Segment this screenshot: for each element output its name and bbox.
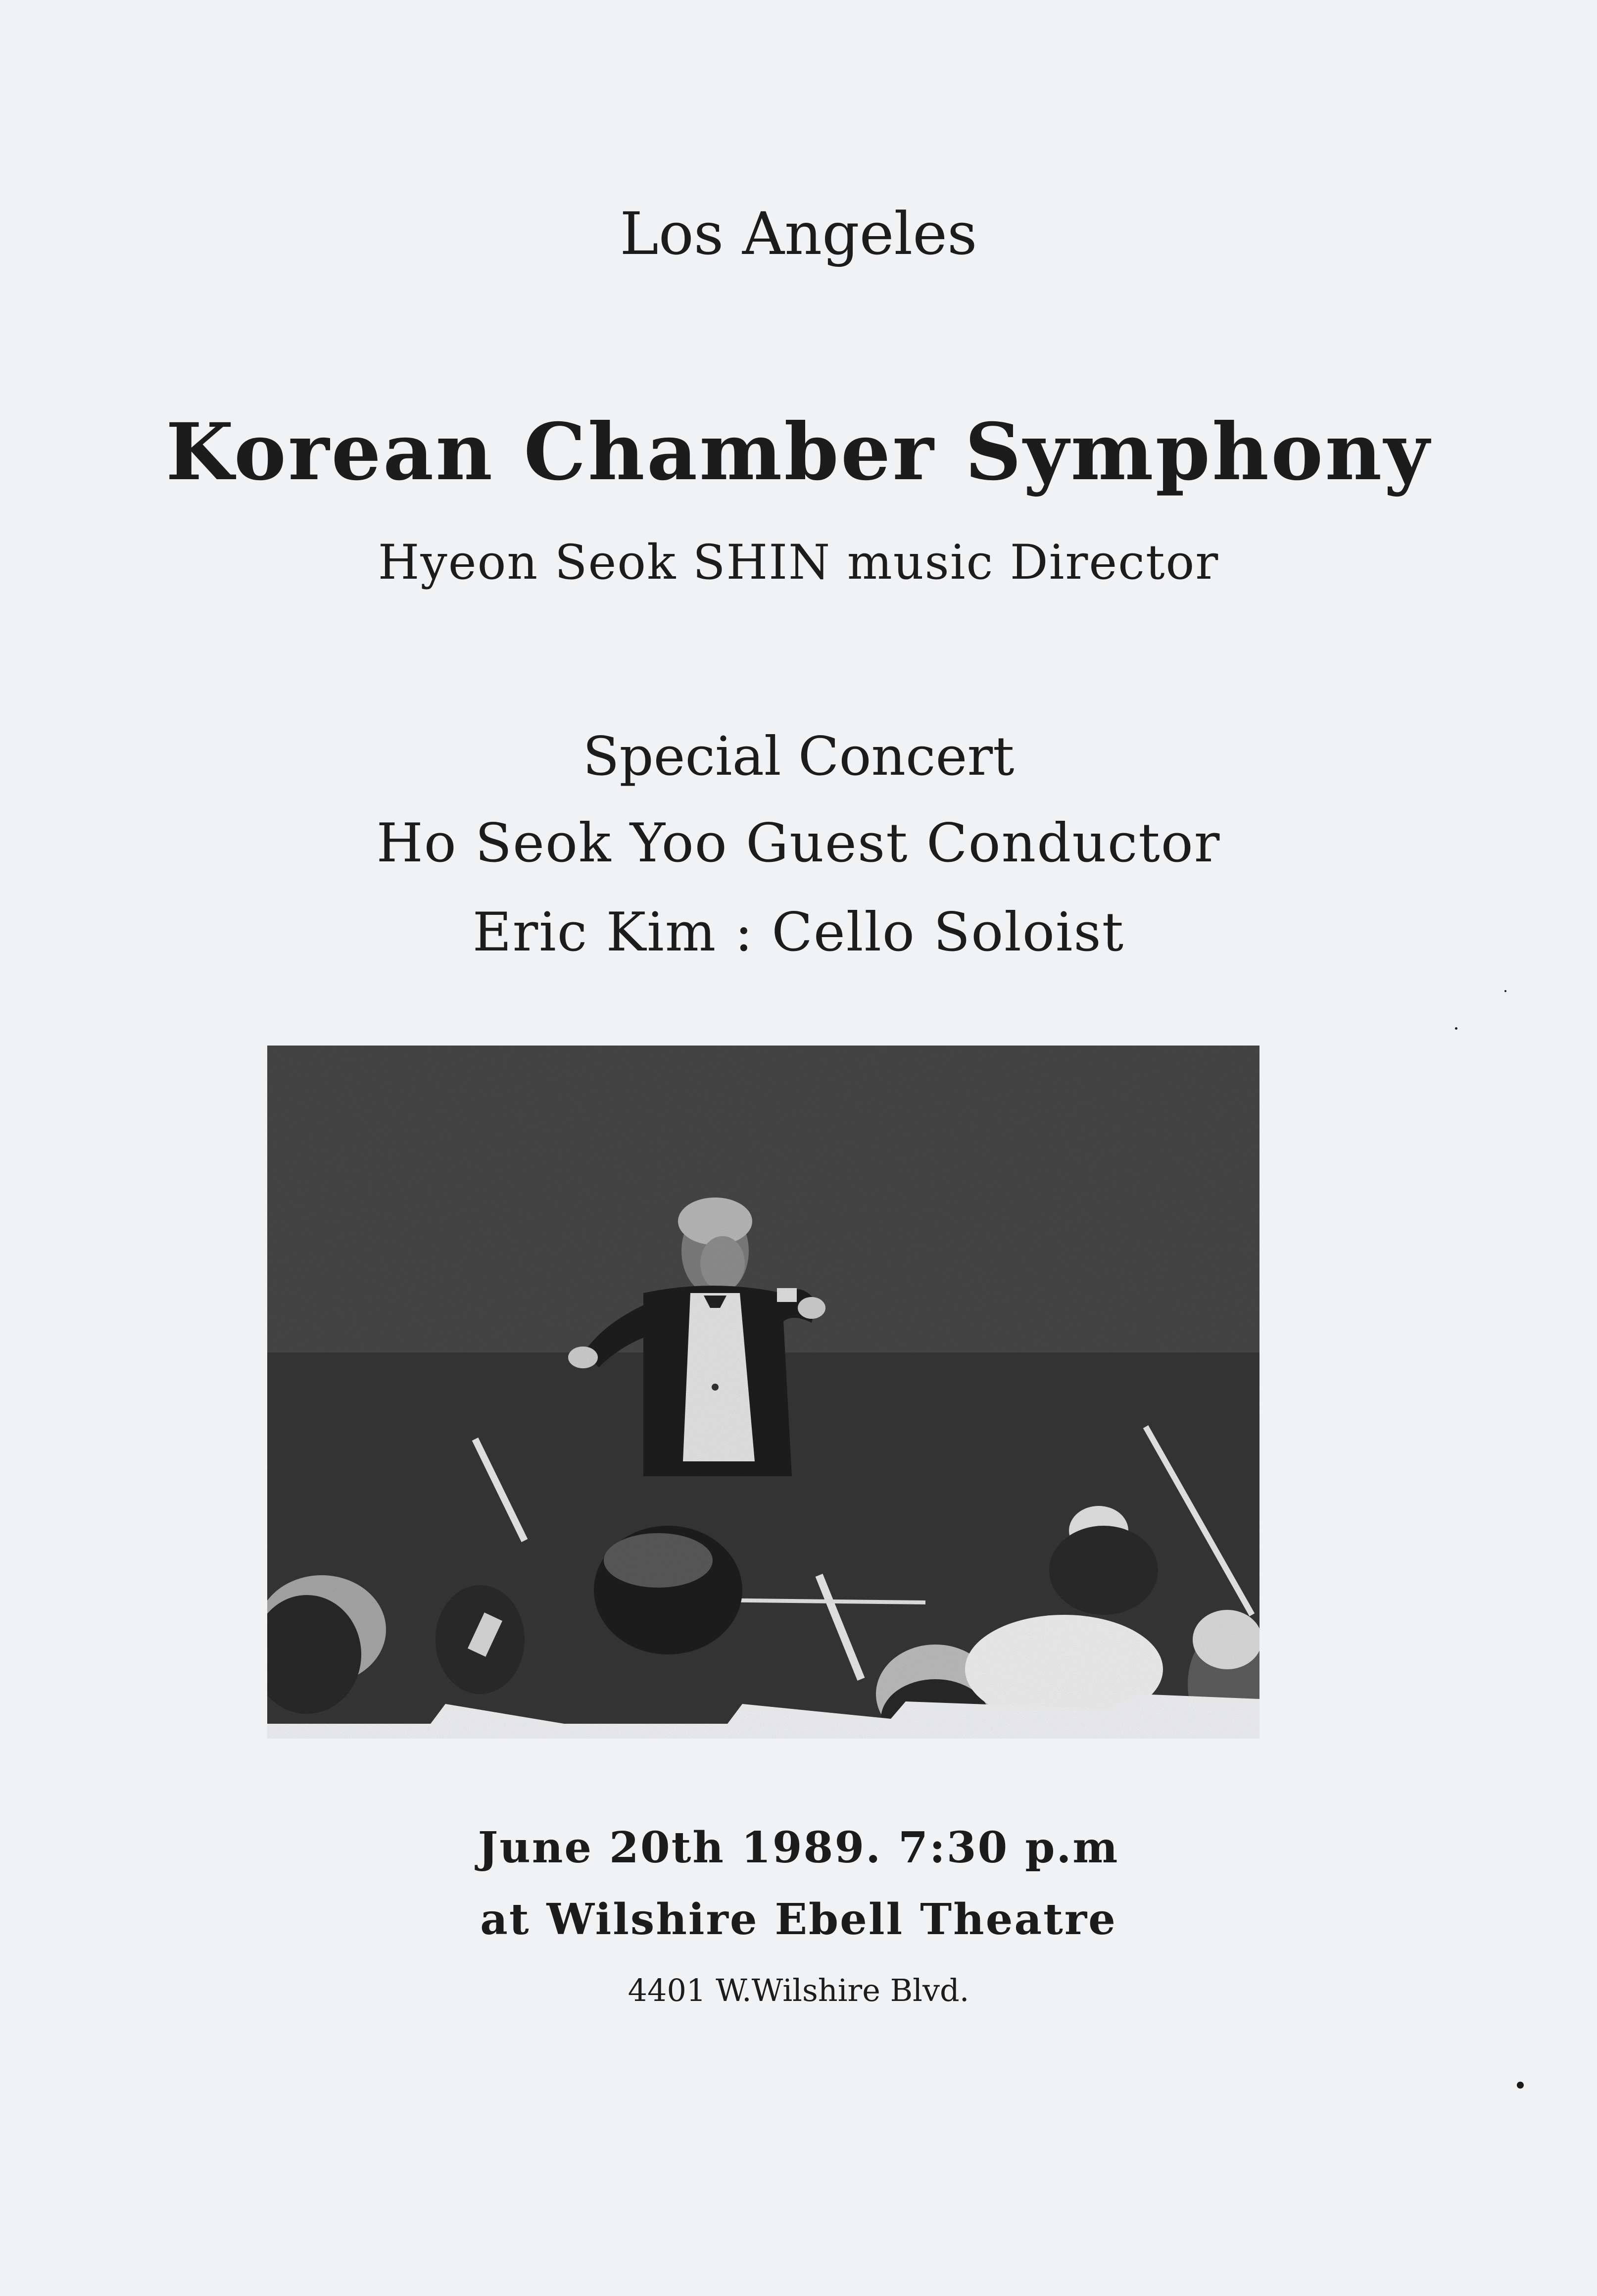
guest-conductor-line: Ho Seok Yoo Guest Conductor <box>376 812 1221 874</box>
ink-speck <box>1517 2082 1524 2089</box>
city-title: Los Angeles <box>620 200 977 268</box>
conductor-photo <box>267 1046 1259 1739</box>
music-director-line: Hyeon Seok SHIN music Director <box>378 535 1219 590</box>
ink-speck <box>1504 990 1506 992</box>
cello-soloist-line: Eric Kim : Cello Soloist <box>472 901 1125 963</box>
venue-address: 4401 W.Wilshire Blvd. <box>628 1972 969 2008</box>
venue-line: at Wilshire Ebell Theatre <box>480 1895 1117 1945</box>
concert-date-time: June 20th 1989. 7:30 p.m <box>478 1823 1119 1873</box>
orchestra-name: Korean Chamber Symphony <box>165 406 1432 498</box>
ink-speck <box>1455 1027 1457 1030</box>
event-title: Special Concert <box>582 726 1015 788</box>
